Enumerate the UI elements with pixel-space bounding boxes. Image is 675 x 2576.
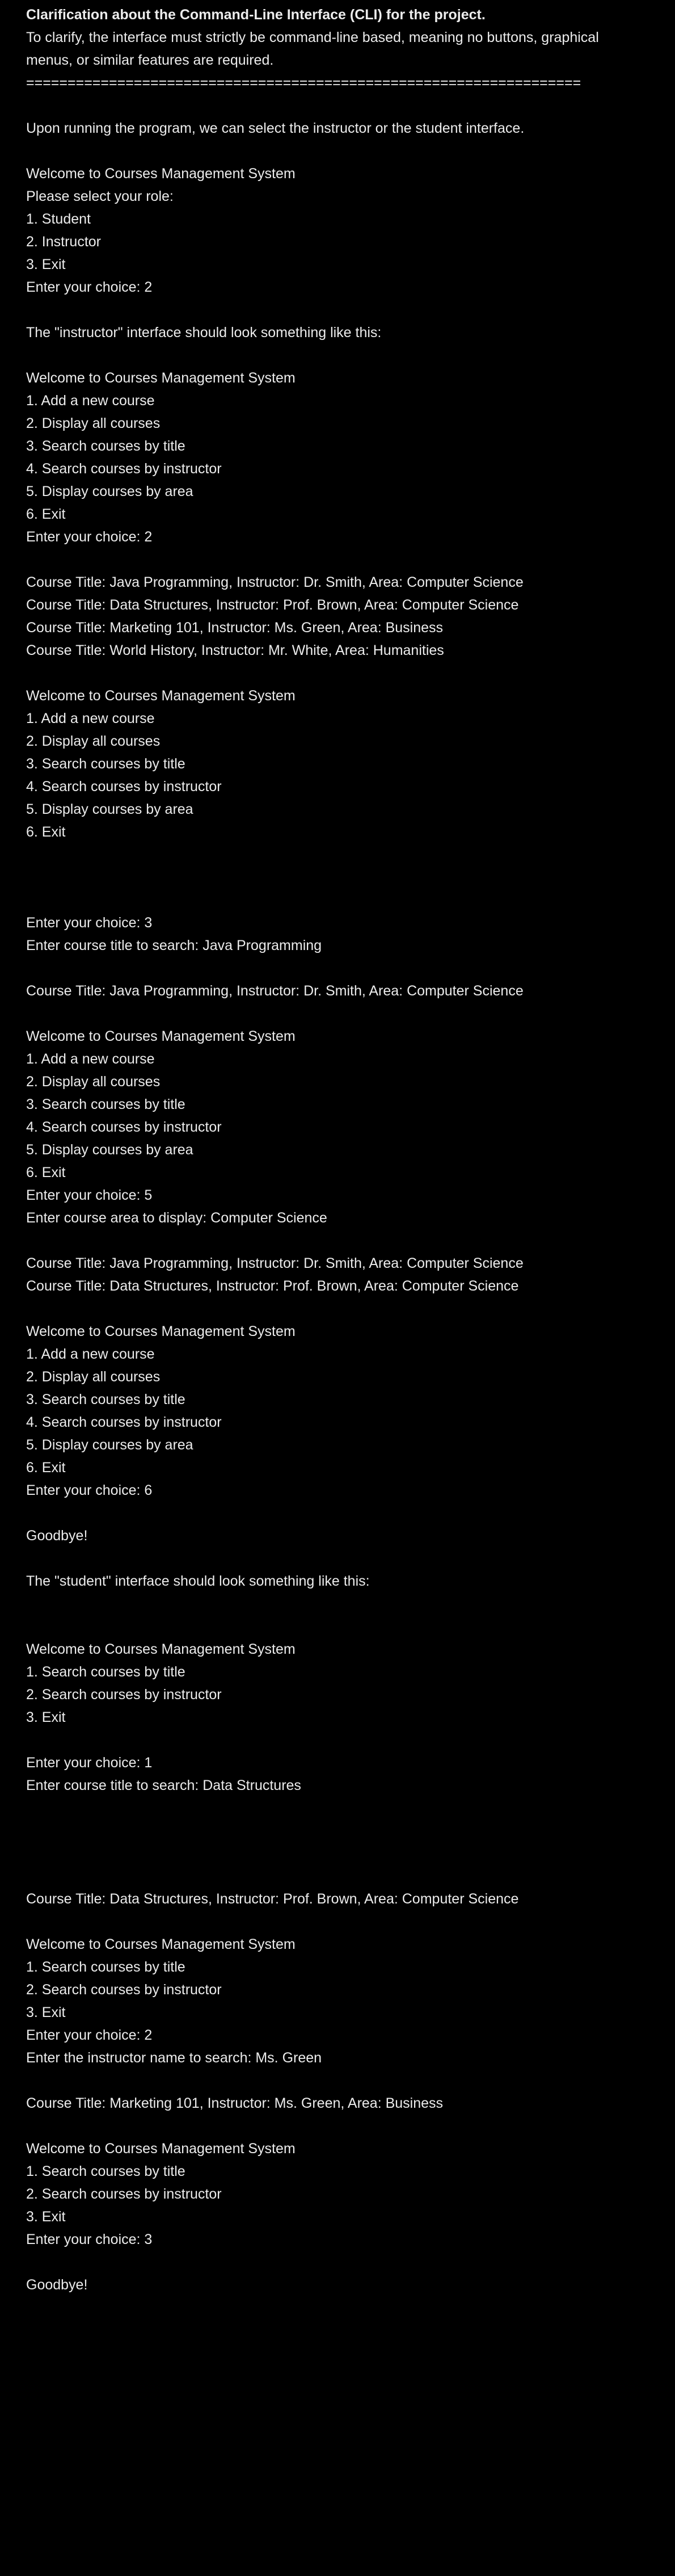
course-line: Course Title: Data Structures, Instructor: Prof. Brown, Area: Computer Science bbox=[26, 1278, 519, 1294]
menu-option: 4. Search courses by instructor bbox=[26, 461, 222, 477]
menu-option: 3. Search courses by title bbox=[26, 1096, 185, 1112]
course-line: Course Title: Data Structures, Instructor: Prof. Brown, Area: Computer Science bbox=[26, 597, 519, 613]
course-line: Course Title: Marketing 101, Instructor: Ms. Green, Area: Business bbox=[26, 620, 444, 636]
menu-option: 3. Exit bbox=[26, 1709, 66, 1725]
choice-line: Enter your choice: 5 bbox=[26, 1187, 153, 1203]
welcome-line: Welcome to Courses Management System bbox=[26, 1641, 296, 1657]
document-title: Clarification about the Command-Line Interface (CLI) for the project. bbox=[26, 7, 486, 23]
search-prompt: Enter course title to search: Data Structures bbox=[26, 1777, 301, 1793]
section-heading: The "student" interface should look something like this: bbox=[26, 1573, 370, 1589]
menu-option: 5. Display courses by area bbox=[26, 1437, 193, 1453]
role-prompt: Please select your role: bbox=[26, 188, 174, 204]
goodbye-line: Goodbye! bbox=[26, 1528, 88, 1544]
course-line: Course Title: Data Structures, Instructor: Prof. Brown, Area: Computer Science bbox=[26, 1891, 519, 1907]
menu-option: 2. Display all courses bbox=[26, 1369, 161, 1385]
welcome-line: Welcome to Courses Management System bbox=[26, 1323, 296, 1339]
choice-line: Enter your choice: 3 bbox=[26, 915, 153, 931]
menu-option: 2. Search courses by instructor bbox=[26, 2186, 222, 2202]
menu-option: 5. Display courses by area bbox=[26, 484, 193, 499]
course-line: Course Title: Java Programming, Instructor: Dr. Smith, Area: Computer Science bbox=[26, 983, 524, 999]
welcome-line: Welcome to Courses Management System bbox=[26, 2141, 296, 2157]
menu-option: 2. Search courses by instructor bbox=[26, 1982, 222, 1998]
menu-option: 6. Exit bbox=[26, 506, 66, 522]
menu-option: 2. Display all courses bbox=[26, 415, 161, 431]
search-prompt: Enter course title to search: Java Programming bbox=[26, 938, 322, 953]
menu-option: 1. Add a new course bbox=[26, 711, 155, 726]
intro-text: menus, or similar features are required. bbox=[26, 52, 274, 68]
choice-line: Enter your choice: 6 bbox=[26, 1482, 153, 1498]
intro-text: To clarify, the interface must strictly be command-line based, meaning no buttons, graphical bbox=[26, 30, 599, 45]
menu-option: 3. Search courses by title bbox=[26, 438, 185, 454]
choice-line: Enter your choice: 2 bbox=[26, 529, 153, 545]
menu-option: 2. Instructor bbox=[26, 234, 101, 250]
menu-option: 3. Exit bbox=[26, 257, 66, 272]
course-line: Course Title: Java Programming, Instructor: Dr. Smith, Area: Computer Science bbox=[26, 1255, 524, 1271]
menu-option: 1. Add a new course bbox=[26, 1346, 155, 1362]
menu-option: 1. Student bbox=[26, 211, 91, 227]
course-line: Course Title: Java Programming, Instructor: Dr. Smith, Area: Computer Science bbox=[26, 574, 524, 590]
welcome-line: Welcome to Courses Management System bbox=[26, 1028, 296, 1044]
menu-option: 1. Search courses by title bbox=[26, 1664, 185, 1680]
menu-option: 3. Exit bbox=[26, 2209, 66, 2225]
goodbye-line: Goodbye! bbox=[26, 2277, 88, 2293]
menu-option: 3. Search courses by title bbox=[26, 1392, 185, 1407]
menu-option: 6. Exit bbox=[26, 1165, 66, 1180]
menu-option: 1. Add a new course bbox=[26, 393, 155, 409]
search-prompt: Enter course area to display: Computer Science bbox=[26, 1210, 327, 1226]
choice-line: Enter your choice: 1 bbox=[26, 1755, 153, 1771]
welcome-line: Welcome to Courses Management System bbox=[26, 1936, 296, 1952]
choice-line: Enter your choice: 2 bbox=[26, 2027, 153, 2043]
menu-option: 1. Add a new course bbox=[26, 1051, 155, 1067]
menu-option: 6. Exit bbox=[26, 1460, 66, 1476]
welcome-line: Welcome to Courses Management System bbox=[26, 370, 296, 386]
menu-option: 4. Search courses by instructor bbox=[26, 1119, 222, 1135]
menu-option: 4. Search courses by instructor bbox=[26, 1414, 222, 1430]
search-prompt: Enter the instructor name to search: Ms. Green bbox=[26, 2050, 322, 2066]
course-line: Course Title: Marketing 101, Instructor: Ms. Green, Area: Business bbox=[26, 2095, 444, 2111]
choice-line: Enter your choice: 2 bbox=[26, 279, 153, 295]
divider: =================================================================== bbox=[26, 75, 581, 91]
menu-option: 2. Display all courses bbox=[26, 733, 161, 749]
welcome-line: Welcome to Courses Management System bbox=[26, 166, 296, 182]
menu-option: 3. Search courses by title bbox=[26, 756, 185, 772]
course-line: Course Title: World History, Instructor: Mr. White, Area: Humanities bbox=[26, 642, 444, 658]
menu-option: 4. Search courses by instructor bbox=[26, 779, 222, 795]
menu-option: 2. Search courses by instructor bbox=[26, 1687, 222, 1703]
menu-option: 5. Display courses by area bbox=[26, 1142, 193, 1158]
menu-option: 5. Display courses by area bbox=[26, 801, 193, 817]
menu-option: 2. Display all courses bbox=[26, 1074, 161, 1090]
welcome-line: Welcome to Courses Management System bbox=[26, 688, 296, 704]
menu-option: 1. Search courses by title bbox=[26, 2163, 185, 2179]
menu-option: 1. Search courses by title bbox=[26, 1959, 185, 1975]
menu-option: 3. Exit bbox=[26, 2005, 66, 2020]
upon-running-text: Upon running the program, we can select the instructor or the student interface. bbox=[26, 120, 525, 136]
menu-option: 6. Exit bbox=[26, 824, 66, 840]
section-heading: The "instructor" interface should look something like this: bbox=[26, 325, 382, 341]
choice-line: Enter your choice: 3 bbox=[26, 2232, 153, 2247]
